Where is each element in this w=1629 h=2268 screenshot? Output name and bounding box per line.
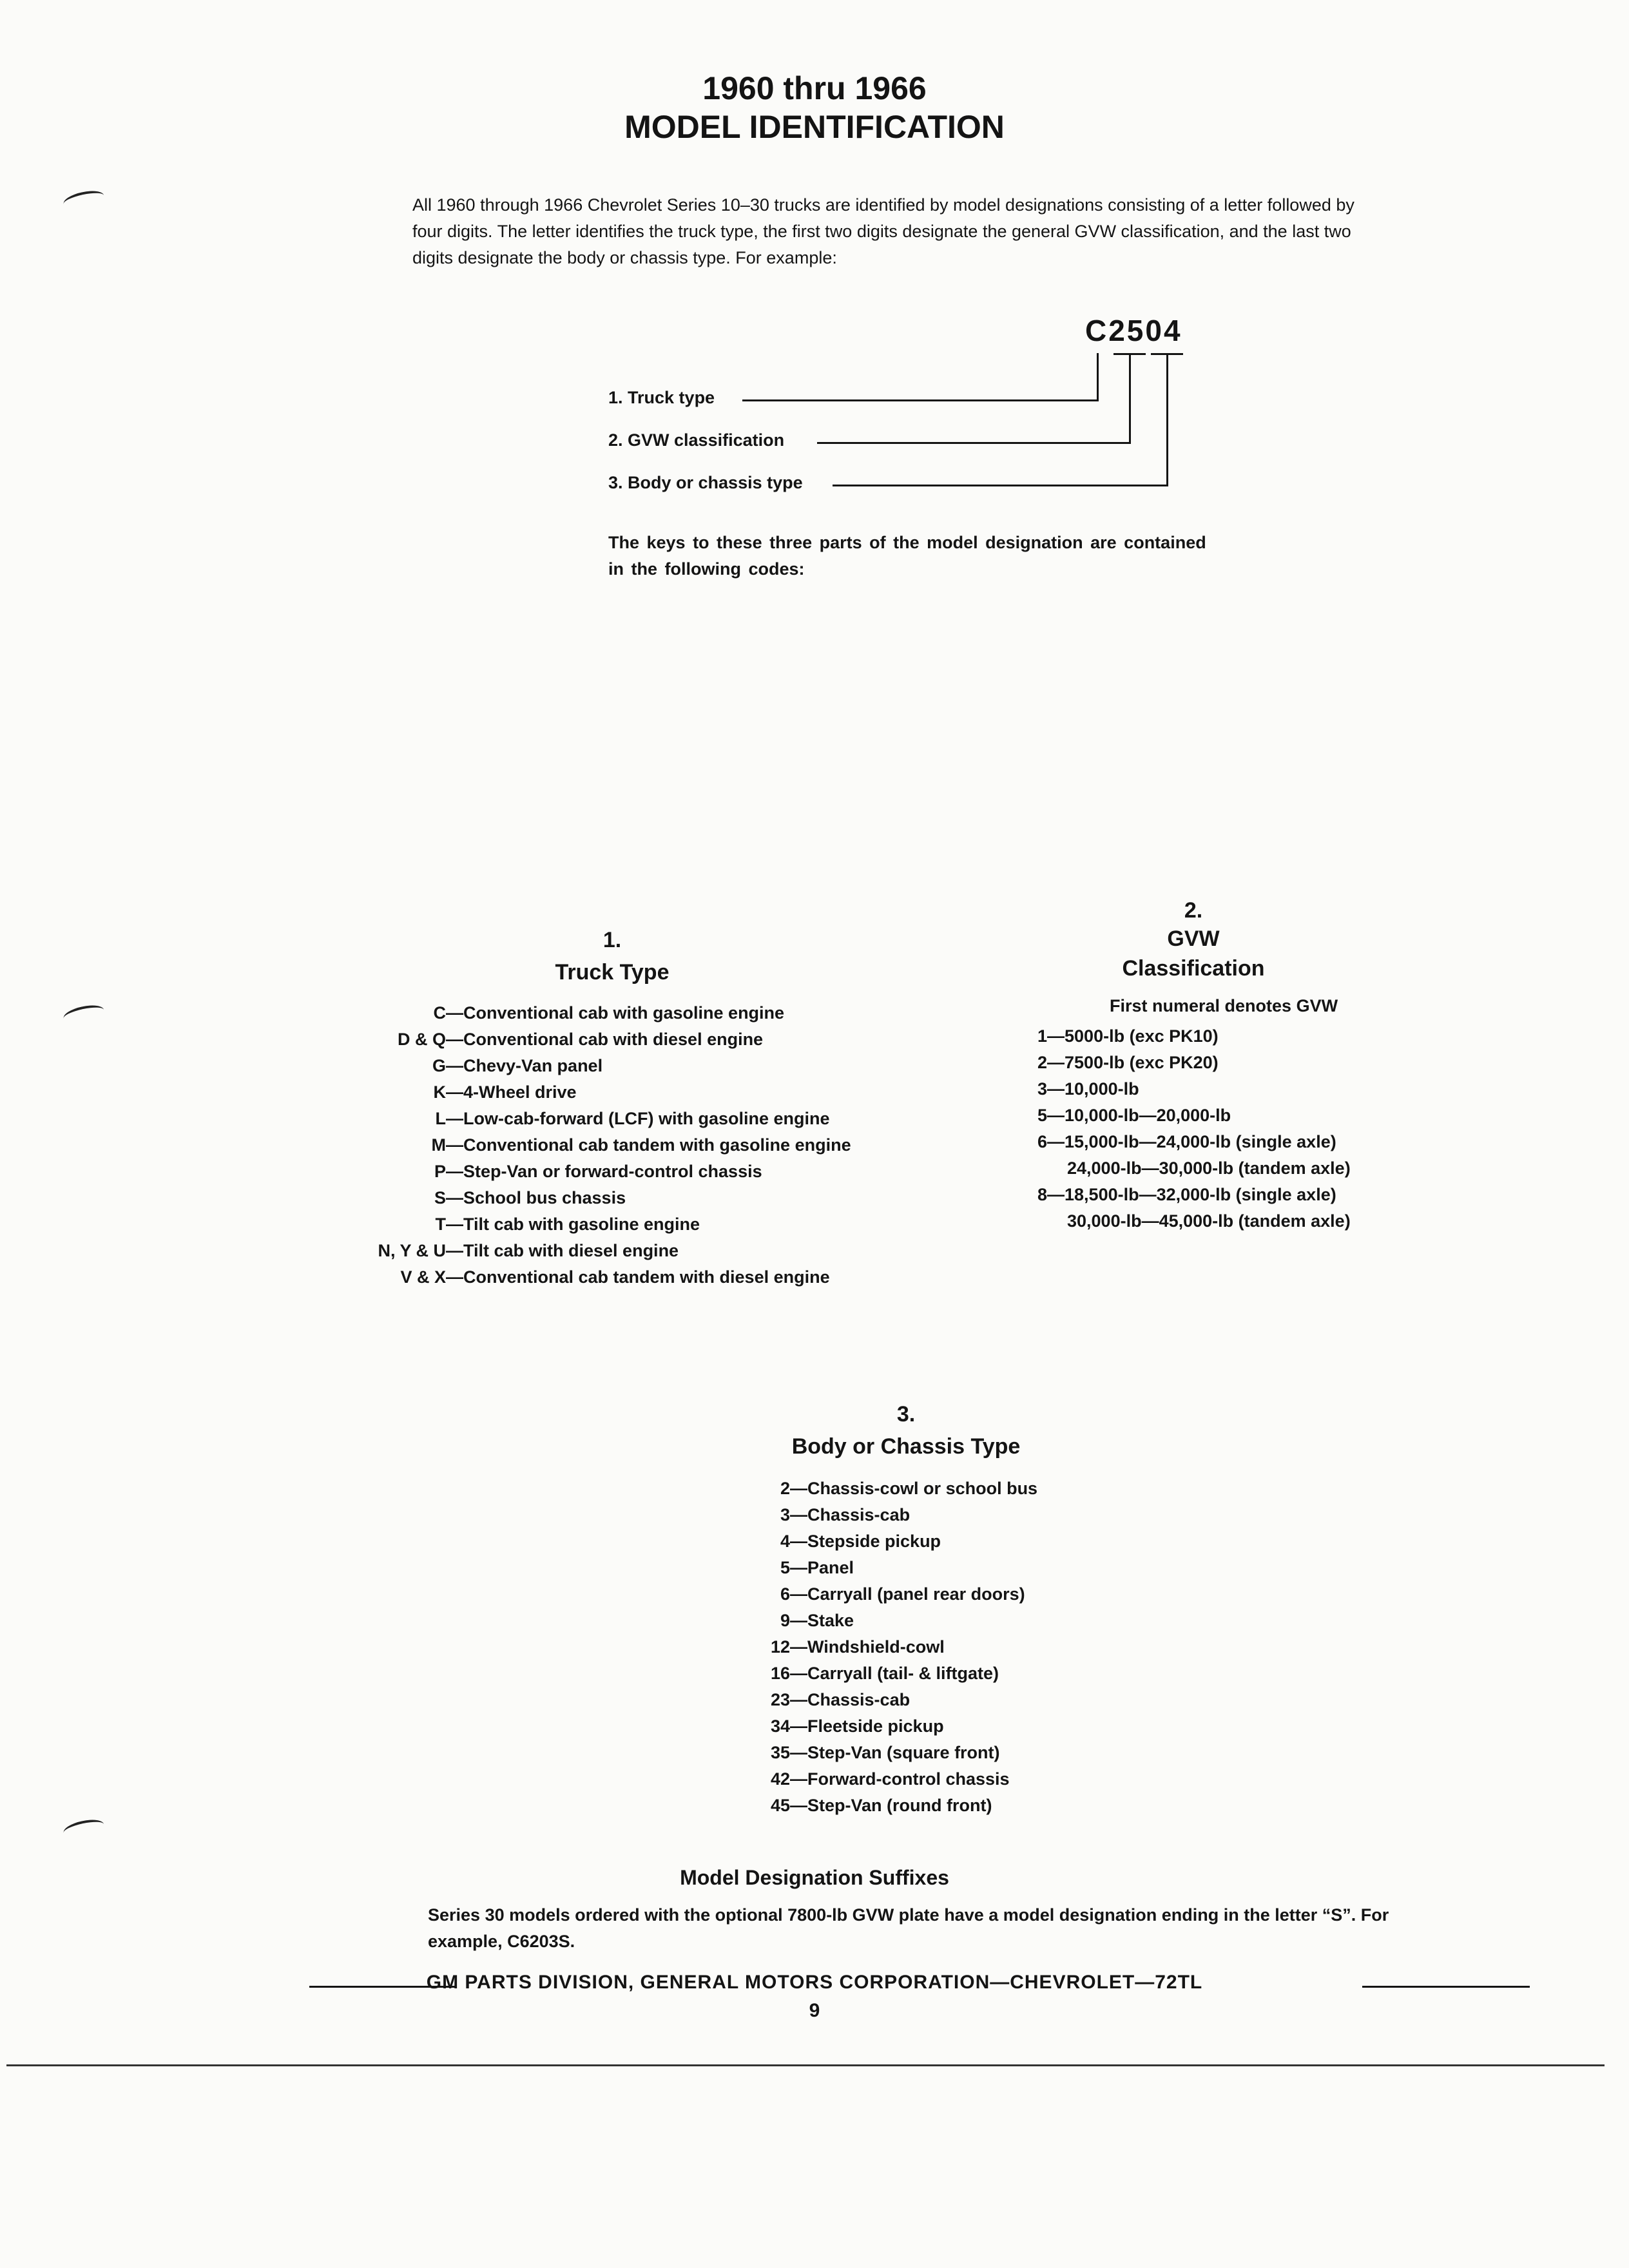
list-item: 30,000-lb—45,000-lb (tandem axle)	[1067, 1211, 1351, 1231]
list-item: 6—15,000-lb—24,000-lb (single axle)	[1037, 1132, 1336, 1151]
page-title: MODEL IDENTIFICATION	[624, 109, 1005, 145]
list-item: 4—Stepside pickup	[780, 1532, 941, 1551]
list-item: D & Q—Conventional cab with diesel engine	[397, 1030, 764, 1049]
body-type-number: 3.	[896, 1402, 916, 1427]
keys-paragraph: The keys to these three parts of the model designation are contained in the following codes:	[608, 533, 1206, 579]
list-item: P—Step-Van or forward-control chassis	[434, 1162, 762, 1181]
list-item: G—Chevy-Van panel	[432, 1056, 603, 1075]
truck-type-heading: Truck Type	[555, 960, 670, 985]
list-item: 2—Chassis-cowl or school bus	[780, 1479, 1038, 1498]
footer-rule-right	[1362, 1986, 1530, 1988]
footer-text: GM PARTS DIVISION, GENERAL MOTORS CORPORATION—CHEVROLET—72TL	[426, 1972, 1203, 1993]
list-item: T—Tilt cab with gasoline engine	[435, 1215, 700, 1234]
list-item: 3—Chassis-cab	[780, 1505, 911, 1524]
list-item: N, Y & U—Tilt cab with diesel engine	[378, 1241, 679, 1260]
suffixes-paragraph: Series 30 models ordered with the optional 7800-lb GVW plate have a model designation ending in the letter “S”. For example, C6203S.	[428, 1905, 1389, 1951]
list-item: S—School bus chassis	[434, 1188, 626, 1207]
intro-paragraph: All 1960 through 1966 Chevrolet Series 10–30 trucks are identified by model designations consisting of a letter followed by four digits. The letter identifies the truck type, the first two digits designate the general GVW classification, and the last two digits designate the body or chassis type. For example:	[412, 195, 1354, 267]
body-type-heading: Body or Chassis Type	[791, 1434, 1021, 1459]
list-item: 5—Panel	[780, 1558, 854, 1577]
list-item: 23—Chassis-cab	[770, 1690, 911, 1709]
list-item: 34—Fleetside pickup	[770, 1716, 944, 1736]
diagram-label-body-type: 3. Body or chassis type	[608, 473, 803, 492]
suffixes-heading: Model Designation Suffixes	[680, 1866, 949, 1889]
binder-hole-mark	[62, 188, 106, 212]
list-item: 6—Carryall (panel rear doors)	[780, 1584, 1025, 1604]
list-item: K—4-Wheel drive	[433, 1082, 577, 1102]
list-item: 16—Carryall (tail- & liftgate)	[770, 1664, 999, 1683]
list-item: C—Conventional cab with gasoline engine	[433, 1003, 785, 1023]
gvw-number: 2.	[1184, 898, 1203, 923]
list-item: 45—Step-Van (round front)	[770, 1796, 992, 1815]
list-item: 8—18,500-lb—32,000-lb (single axle)	[1037, 1185, 1336, 1204]
example-model-code: C2504	[1085, 314, 1182, 347]
list-item: 2—7500-lb (exc PK20)	[1037, 1053, 1219, 1072]
page-title-years: 1960 thru 1966	[702, 70, 927, 106]
list-item: 35—Step-Van (square front)	[770, 1743, 1000, 1762]
list-item: M—Conventional cab tandem with gasoline engine	[431, 1135, 851, 1155]
list-item: 1—5000-lb (exc PK10)	[1037, 1026, 1219, 1046]
list-item: 24,000-lb—30,000-lb (tandem axle)	[1067, 1158, 1351, 1178]
diagram-label-gvw: 2. GVW classification	[608, 430, 785, 450]
truck-type-number: 1.	[602, 928, 622, 952]
list-item: 9—Stake	[780, 1611, 854, 1630]
gvw-heading: GVW	[1167, 927, 1220, 951]
list-item: V & X—Conventional cab tandem with diesel engine	[400, 1267, 830, 1287]
gvw-heading-classification: Classification	[1122, 956, 1265, 981]
list-item: 42—Forward-control chassis	[770, 1769, 1010, 1789]
list-item: 3—10,000-lb	[1037, 1079, 1139, 1099]
gvw-subheading: First numeral denotes GVW	[1110, 996, 1338, 1015]
page-number: 9	[809, 2000, 820, 2021]
page-edge-line	[6, 2064, 1605, 2066]
list-item: L—Low-cab-forward (LCF) with gasoline engine	[435, 1109, 830, 1128]
list-item: 12—Windshield-cowl	[770, 1637, 945, 1657]
binder-hole-mark	[62, 1817, 106, 1841]
diagram-label-truck-type: 1. Truck type	[608, 388, 715, 407]
list-item: 5—10,000-lb—20,000-lb	[1037, 1106, 1231, 1125]
